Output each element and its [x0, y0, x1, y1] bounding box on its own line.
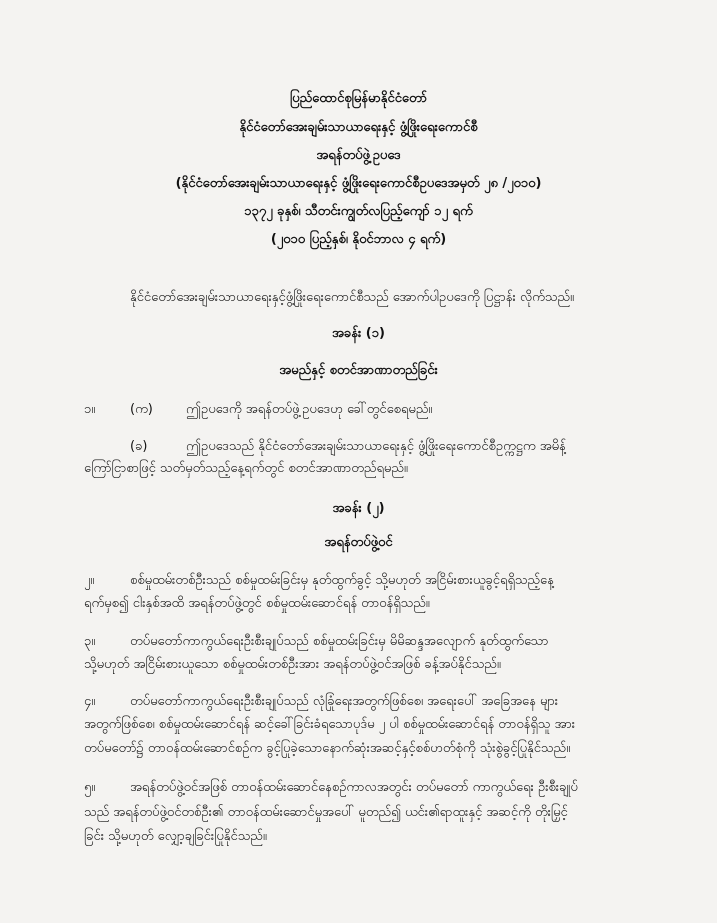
preamble-text: နိုင်ငံတော်အေးချမ်းသာယာရေးနှင့်ဖွံ့ဖြိုးရေးကောင်စီသည် အောက်ပါဥပဒေကို ပြဋ္ဌာန်း လိုက်သည်။ [130, 290, 574, 305]
section2-line2: ရက်မှစ၍ ငါးနှစ်အထိ အရန်တပ်ဖွဲ့တွင် စစ်မှုထမ်းဆောင်ရန် တာဝန်ရှိသည်။ [84, 596, 430, 611]
section5-line1: အရန်တပ်ဖွဲ့ဝင်အဖြစ် တာဝန်ထမ်းဆောင်နေစဉ်ကာလအတွင်း တပ်မတော် ကာကွယ်ရေး ဦးစီးချုပ် [130, 780, 578, 795]
section3-number: ၃။ [84, 634, 96, 649]
chapter1-label: အခန်း (၁) [332, 326, 385, 341]
section1a-mark: (က) [130, 402, 153, 417]
section4-number: ၄။ [84, 694, 96, 709]
section4-line2: အတွက်ဖြစ်စေ၊ စစ်မှုထမ်းဆောင်ရန် ဆင့်ခေါ်ခြင်းခံရသောပုဒ်မ ၂ ပါ စစ်မှုထမ်းဆောင်ရန် တာဝန်ရှိသူ အား [84, 717, 576, 732]
chapter2-title: အရန်တပ်ဖွဲ့ဝင် [324, 535, 393, 550]
section2-number: ၂။ [84, 573, 95, 588]
header-gregorian-date: (၂၀၁၀ ပြည့်နှစ်၊ နိုဝင်ဘာလ ၄ ရက်) [270, 232, 447, 247]
chapter1-title: အမည်နှင့် စတင်အာဏာတည်ခြင်း [279, 363, 438, 378]
chapter2-label: အခန်း (၂) [332, 501, 385, 516]
header-law-title: အရန်တပ်ဖွဲ့ဥပဒေ [316, 148, 401, 163]
section5-line2: သည် အရန်တပ်ဖွဲ့ဝင်တစ်ဦး၏ တာဝန်ထမ်းဆောင်မှုအပေါ် မူတည်၍ ယင်း၏ရာထူးနှင့် အဆင့်ကို တိုးမြှင့် [84, 805, 568, 820]
section3-line1: တပ်မတော်ကာကွယ်ရေးဦးစီးချုပ်သည် စစ်မှုထမ်းခြင်းမှ မိမိဆန္ဒအလျောက် နုတ်ထွက်သော [130, 634, 549, 649]
section5-number: ၅။ [84, 780, 96, 795]
section4-line1: တပ်မတော်ကာကွယ်ရေးဦးစီးချုပ်သည် လုံခြုံရေးအတွက်ဖြစ်စေ၊ အရေးပေါ် အခြေအနေ များ [130, 694, 559, 709]
section1a-text: ဤဥပဒေကို အရန်တပ်ဖွဲ့ဥပဒေဟု ခေါ်တွင်စေရမည်။ [186, 402, 433, 417]
header-myanmar-date: ၁၃၇၂ ခုနှစ်၊ သီတင်းကျွတ်လပြည့်ကျော် ၁၂ ရက် [244, 204, 473, 219]
section5-line3: ခြင်း သို့မဟုတ် လျှော့ချခြင်းပြုနိုင်သည်။ [84, 829, 267, 844]
section4-line3: တပ်မတော်၌ တာဝန်ထမ်းဆောင်စဉ်က ခွင့်ပြုခဲ့သောနောက်ဆုံးအဆင့်နှင့်စစ်ဟတ်စုံကို သုံးစွဲခွင့်ပြုနိုင်သည်။ [84, 741, 571, 756]
section2-line1: စစ်မှုထမ်းတစ်ဦးသည် စစ်မှုထမ်းခြင်းမှ နုတ်ထွက်ခွင့် သို့မဟုတ် အငြိမ်းစားယူခွင့်ရရှိသည့်နေ့ [130, 573, 554, 588]
header-law-number: (နိုင်ငံတော်အေးချမ်းသာယာရေးနှင့် ဖွံ့ဖြိုးရေးကောင်စီဥပဒေအမှတ် ၂၈ /၂၀၁၀) [175, 176, 542, 191]
header-country: ပြည်ထောင်စုမြန်မာနိုင်ငံတော် [290, 91, 427, 106]
header-council: နိုင်ငံတော်အေးချမ်းသာယာရေးနှင့် ဖွံ့ဖြိုးရေးကောင်စီ [239, 120, 478, 135]
section1b-mark: (ခ) [130, 439, 148, 454]
section1b-line2: ကြော်ငြာစာဖြင့် သတ်မှတ်သည့်နေ့ရက်တွင် စတင်အာဏာတည်ရမည်။ [84, 461, 408, 476]
section3-line2: သို့မဟုတ် အငြိမ်းစားယူသော စစ်မှုထမ်းတစ်ဦးအား အရန်တပ်ဖွဲ့ဝင်အဖြစ် ခန့်အပ်နိုင်သည်။ [84, 657, 501, 672]
section1-number: ၁။ [84, 402, 96, 417]
section1b-line1: ဤဥပဒေသည် နိုင်ငံတော်အေးချမ်းသာယာရေးနှင့် ဖွံ့ဖြိုးရေးကောင်စီဥက္ကဋ္ဌက အမိန့် [186, 439, 566, 454]
